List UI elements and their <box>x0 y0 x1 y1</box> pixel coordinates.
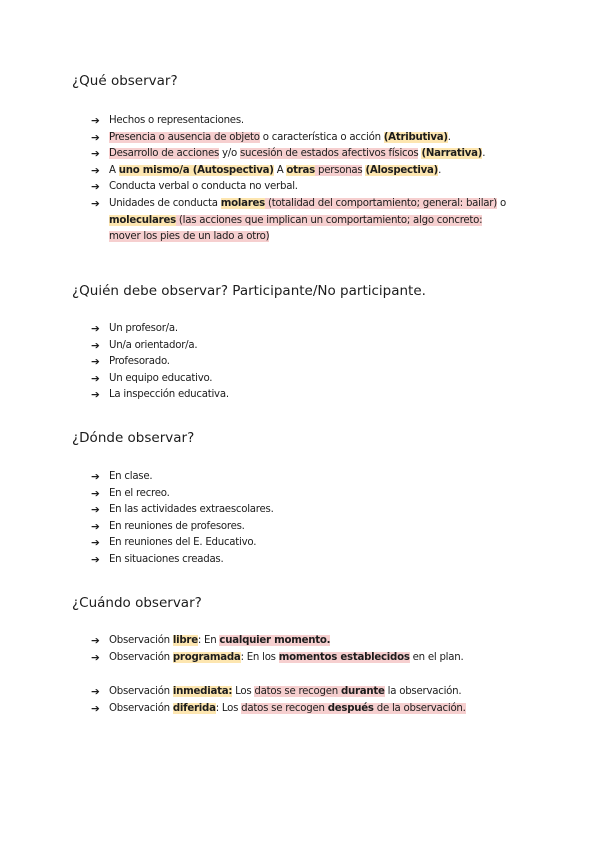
arrow-bullet-icon: ➔ <box>91 164 100 177</box>
highlighted-text: mover los pies de un lado a otro) <box>109 231 270 243</box>
arrow-bullet-icon: ➔ <box>91 651 100 664</box>
text-segment: : Los <box>215 702 242 714</box>
highlighted-text: de la observación. <box>373 702 466 714</box>
highlighted-text: molares <box>220 197 265 209</box>
arrow-bullet-icon: ➔ <box>91 487 100 500</box>
list-item <box>91 338 229 355</box>
text-segment: A <box>273 164 287 176</box>
text-segment: : En los <box>240 651 279 663</box>
text-segment: Observación <box>109 635 173 646</box>
text-segment: Un equipo educativo. <box>109 372 213 384</box>
text-segment: A <box>109 164 119 176</box>
arrow-bullet-icon: ➔ <box>91 702 100 715</box>
list-item <box>91 535 274 552</box>
highlighted-text: datos se recogen <box>254 686 341 697</box>
highlighted-text: uno mismo/a (Autospectiva) <box>118 164 274 176</box>
text-segment: Un profesor/a. <box>109 323 178 334</box>
arrow-bullet-icon: ➔ <box>91 323 100 335</box>
arrow-bullet-icon: ➔ <box>91 686 100 698</box>
highlighted-text: Presencia o ausencia de objeto <box>109 131 260 143</box>
arrow-bullet-icon: ➔ <box>91 504 100 517</box>
highlighted-text: (Alospectiva) <box>365 164 439 176</box>
list-item <box>91 371 229 388</box>
highlighted-text: otras <box>286 164 315 176</box>
list-item <box>91 650 463 667</box>
highlighted-text: sucesión de estados afectivos físicos <box>239 148 419 160</box>
arrow-bullet-icon: ➔ <box>91 197 100 210</box>
list-item <box>91 387 229 404</box>
text-segment: Conducta verbal o conducta no verbal. <box>109 181 298 193</box>
text-segment: Los <box>232 686 255 697</box>
highlighted-text: programada <box>172 651 241 663</box>
heading-quien-debe-observar: ¿Quién debe observar? Participante/No participante. <box>72 283 426 299</box>
list-item <box>91 486 274 503</box>
arrow-bullet-icon: ➔ <box>91 520 100 533</box>
arrow-bullet-icon: ➔ <box>91 148 100 161</box>
list-donde-observar <box>91 469 274 569</box>
text-segment: : En <box>197 635 220 646</box>
text-segment: En el recreo. <box>109 487 170 499</box>
highlighted-text: cualquier momento. <box>219 635 331 646</box>
highlighted-text: momentos establecidos <box>278 651 410 663</box>
arrow-bullet-icon: ➔ <box>91 131 100 144</box>
list-item <box>91 113 506 130</box>
arrow-bullet-icon: ➔ <box>91 389 100 402</box>
heading-donde-observar: ¿Dónde observar? <box>72 430 195 446</box>
list-item <box>91 179 506 196</box>
list-item-continuation <box>91 213 506 230</box>
list-item <box>91 130 506 147</box>
list-cuando-observar-b <box>91 684 466 717</box>
text-segment: Un/a orientador/a. <box>109 339 198 351</box>
text-segment: . <box>447 131 451 143</box>
arrow-bullet-icon: ➔ <box>91 553 100 566</box>
list-item <box>91 321 229 338</box>
list-cuando-observar-a <box>91 633 463 666</box>
highlighted-text: (Atributiva) <box>383 131 448 143</box>
highlighted-text: (las acciones que implican un comportamiento; algo concreto: <box>175 214 483 226</box>
text-segment: Hechos o representaciones. <box>109 115 244 126</box>
text-segment: La inspección educativa. <box>109 389 229 401</box>
list-item <box>91 469 274 486</box>
text-segment: En reuniones del E. Educativo. <box>109 537 257 549</box>
highlighted-text: durante <box>340 686 385 697</box>
highlighted-text: datos se recogen <box>241 702 328 714</box>
text-segment: Observación <box>109 686 173 697</box>
arrow-bullet-icon: ➔ <box>91 635 100 647</box>
highlighted-text: personas <box>315 164 363 176</box>
list-item <box>91 146 506 163</box>
arrow-bullet-icon: ➔ <box>91 339 100 352</box>
text-segment: Profesorado. <box>109 356 170 368</box>
list-que-observar <box>91 113 506 246</box>
text-segment: Observación <box>109 651 173 663</box>
text-segment: la observación. <box>384 686 462 697</box>
heading-que-observar: ¿Qué observar? <box>72 73 178 89</box>
arrow-bullet-icon: ➔ <box>91 537 100 550</box>
highlighted-text: (Narrativa) <box>421 148 483 160</box>
text-segment: En las actividades extraescolares. <box>109 504 274 516</box>
arrow-bullet-icon: ➔ <box>91 356 100 369</box>
list-item <box>91 684 466 701</box>
text-segment: En reuniones de profesores. <box>109 520 245 532</box>
highlighted-text: moleculares <box>109 214 176 226</box>
list-item <box>91 354 229 371</box>
highlighted-text: inmediata: <box>172 686 233 697</box>
list-item <box>91 163 506 180</box>
list-item <box>91 502 274 519</box>
arrow-bullet-icon: ➔ <box>91 372 100 385</box>
text-segment: y/o <box>219 148 240 160</box>
text-segment: Observación <box>109 702 173 714</box>
list-item <box>91 196 506 213</box>
text-segment: . <box>482 148 486 160</box>
list-item <box>91 552 274 569</box>
arrow-bullet-icon: ➔ <box>91 181 100 194</box>
text-segment: . <box>438 164 442 176</box>
list-item <box>91 633 463 650</box>
list-item-continuation <box>91 229 506 246</box>
text-segment: En situaciones creadas. <box>109 553 224 565</box>
highlighted-text: (totalidad del comportamiento; general: bailar) <box>264 197 497 209</box>
list-quien-debe-observar <box>91 321 229 404</box>
text-segment: En clase. <box>109 471 153 482</box>
heading-cuando-observar: ¿Cuándo observar? <box>72 595 202 611</box>
list-item <box>91 519 274 536</box>
text-segment: o característica o acción <box>259 131 384 143</box>
list-item <box>91 701 466 718</box>
text-segment: Unidades de conducta <box>109 197 221 209</box>
arrow-bullet-icon: ➔ <box>91 471 100 483</box>
highlighted-text: Desarrollo de acciones <box>109 148 220 160</box>
arrow-bullet-icon: ➔ <box>91 115 100 127</box>
highlighted-text: libre <box>172 635 198 646</box>
highlighted-text: diferida <box>172 702 216 714</box>
highlighted-text: después <box>327 702 374 714</box>
text-segment: en el plan. <box>409 651 464 663</box>
text-segment: o <box>496 197 506 209</box>
